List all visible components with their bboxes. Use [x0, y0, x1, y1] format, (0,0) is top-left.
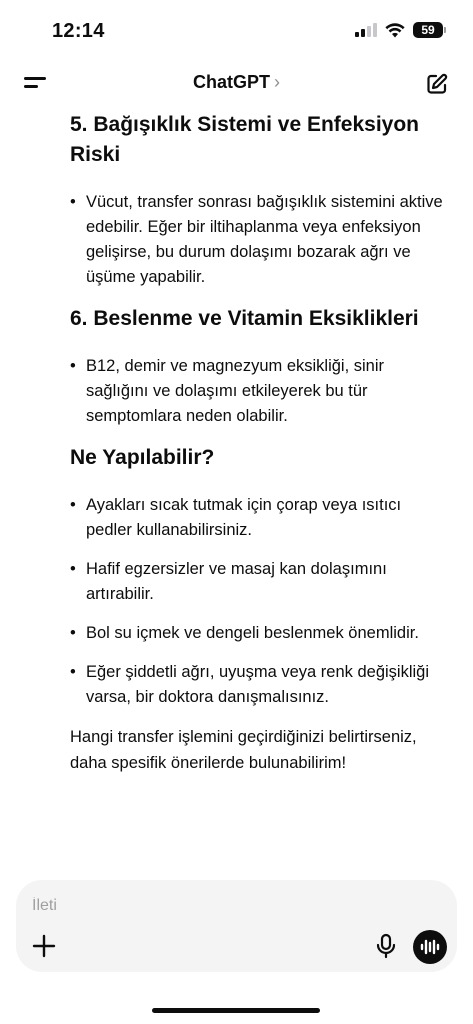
section-heading: Ne Yapılabilir? [70, 446, 215, 469]
voice-mode-icon [413, 930, 447, 964]
battery-icon: 59 [413, 22, 443, 38]
status-indicators [355, 22, 443, 38]
header-title: ChatGPT [192, 72, 270, 92]
list-item: • Vücut, transfer sonrası bağışıklık sistemini aktive edebilir. Eğer bir iltihaplanma veya enfeksiyon gelişirse, bu durum dolaşımı bozarak ağrı ve üşüme yapabilir. [70, 190, 445, 290]
message-input[interactable] [32, 892, 392, 920]
status-bar [0, 0, 473, 60]
closing-paragraph: Hangi transfer işlemini geçirdiğinizi belirtirseniz, daha spesifik önerilerde bulunabilirim! [70, 728, 417, 772]
status-time: 12:14 [52, 20, 105, 42]
message-composer [16, 880, 457, 972]
model-selector[interactable] [0, 72, 473, 93]
bullet-list [70, 354, 445, 429]
voice-mode-button[interactable] [413, 930, 447, 964]
wifi-icon [385, 23, 405, 38]
bullet-list [70, 190, 445, 290]
new-chat-icon[interactable] [425, 72, 449, 96]
list-item: • Ayakları sıcak tutmak için çorap veya ısıtıcı pedler kullanabilirsiniz. [70, 493, 445, 543]
home-indicator [152, 1008, 320, 1013]
list-item: • B12, demir ve magnezyum eksikliği, sinir sağlığını ve dolaşımı etkileyerek bu tür semptomlara neden olabilir. [70, 354, 445, 429]
chevron-right-icon: › [274, 72, 280, 92]
bullet-list [70, 493, 445, 710]
list-item: • Bol su içmek ve dengeli beslenmek önemlidir. [70, 621, 445, 646]
list-item: • Eğer şiddetli ağrı, uyuşma veya renk değişikliği varsa, bir doktora danışmalısınız. [70, 660, 445, 710]
list-item: • Hafif egzersizler ve masaj kan dolaşımını artırabilir. [70, 557, 445, 607]
microphone-icon[interactable] [372, 932, 400, 960]
assistant-message [70, 110, 445, 776]
plus-icon[interactable] [30, 932, 58, 960]
chat-header [0, 62, 473, 106]
cellular-signal-icon [355, 23, 377, 37]
section-heading: 5. Bağışıklık Sistemi ve Enfeksiyon Riski [70, 113, 419, 166]
section-heading: 6. Beslenme ve Vitamin Eksiklikleri [70, 307, 419, 330]
